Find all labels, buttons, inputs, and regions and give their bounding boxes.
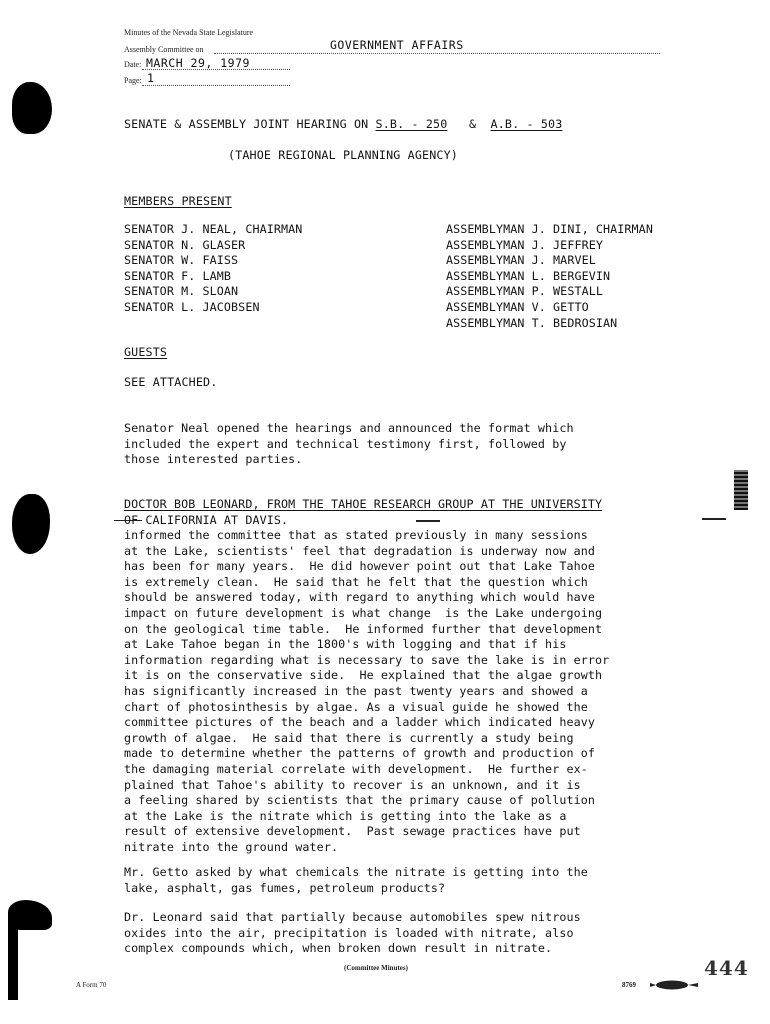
senator-list xyxy=(124,222,302,316)
heading-strike-right xyxy=(702,518,726,520)
hearing-title xyxy=(124,117,562,131)
leonard-answer xyxy=(124,910,581,957)
guests-text: SEE ATTACHED. xyxy=(124,375,218,389)
leonard-body xyxy=(124,528,609,855)
body-line: result of extensive development. Past sewage practices have put xyxy=(124,824,581,839)
body-line: has been for many years. He did however point out that Lake Tahoe xyxy=(124,559,596,574)
paragraph-line: those interested parties. xyxy=(124,452,303,467)
assemblyman-item: ASSEMBLYMAN J. JEFFREY xyxy=(446,237,604,252)
senator-item: SENATOR F. LAMB xyxy=(124,268,232,283)
body-line: has significantly increased in the past twenty years and showed a xyxy=(124,683,588,698)
senator-item: SENATOR J. NEAL, CHAIRMAN xyxy=(124,222,303,236)
hearing-subtitle: (TAHOE REGIONAL PLANNING AGENCY) xyxy=(228,148,458,162)
body-line: a feeling shared by scientists that the primary cause of pollution xyxy=(124,793,596,808)
bill-amp: & xyxy=(468,117,477,131)
body-line: it is on the conservative side. He explained that the algae growth xyxy=(124,668,603,683)
minutes-line: Minutes of the Nevada State Legislature xyxy=(124,28,254,37)
body-line: is extremely clean. He said that he felt that the question which xyxy=(124,574,588,589)
assemblyman-item: ASSEMBLYMAN L. BERGEVIN xyxy=(446,268,611,283)
heading-line: DOCTOR BOB LEONARD, FROM THE TAHOE RESEARCH GROUP AT THE UNIVERSITY xyxy=(124,497,603,511)
leonard-heading xyxy=(124,497,602,528)
footer-code: 8769 xyxy=(622,981,636,989)
bill-sb: S.B. - 250 xyxy=(375,117,448,131)
guests-heading: GUESTS xyxy=(124,345,168,359)
answer-line: complex compounds which, when broken down result in nitrate. xyxy=(124,941,553,956)
paragraph-line: Senator Neal opened the hearings and announced the format which xyxy=(124,421,574,435)
opening-paragraph xyxy=(124,421,574,468)
bill-separator xyxy=(447,117,469,131)
body-line: at the Lake, scientists' feel that degradation is underway now and xyxy=(124,543,596,558)
members-heading: MEMBERS PRESENT xyxy=(124,194,232,208)
body-line: chart of photosinthesis by algae. As a visual guide he showed the xyxy=(124,699,588,714)
senator-item: SENATOR N. GLASER xyxy=(124,237,246,252)
page-value: 1 xyxy=(147,71,155,85)
body-line: informed the committee that as stated previously in many sessions xyxy=(124,528,588,542)
scan-blot-top xyxy=(12,82,52,134)
body-line: at the Lake is the nitrate which is getting into the lake as a xyxy=(124,808,567,823)
getto-question xyxy=(124,865,588,896)
body-line: at Lake Tahoe began in the 1800's with logging and that if his xyxy=(124,637,567,652)
paragraph-line: included the expert and technical testimony first, followed by xyxy=(124,436,567,451)
scan-blot-bottom-stem xyxy=(8,920,18,1000)
page-number-stamp: 444 xyxy=(704,956,749,980)
assemblyman-item: ASSEMBLYMAN J. DINI, CHAIRMAN xyxy=(446,222,653,236)
bill-ab: A.B. - 503 xyxy=(490,117,563,131)
assemblyman-item: ASSEMBLYMAN T. BEDROSIAN xyxy=(446,315,618,330)
body-line: nitrate into the ground water. xyxy=(124,839,339,854)
body-line: impact on future development is what change is the Lake undergoing xyxy=(124,605,603,620)
bill-separator-2 xyxy=(476,117,490,131)
body-line: made to determine whether the patterns of growth and production of xyxy=(124,746,596,761)
assemblyman-item: ASSEMBLYMAN V. GETTO xyxy=(446,299,589,314)
form-number: A Form 70 xyxy=(76,981,107,989)
scan-blot-middle xyxy=(12,494,50,554)
heading-strike-left xyxy=(114,520,142,521)
date-label: Date: xyxy=(124,60,142,69)
body-line: information regarding what is necessary to save the lake is in error xyxy=(124,652,610,667)
assemblyman-item: ASSEMBLYMAN J. MARVEL xyxy=(446,253,596,268)
date-value: MARCH 29, 1979 xyxy=(146,56,250,70)
answer-line: Dr. Leonard said that partially because automobiles spew nitrous xyxy=(124,910,581,924)
question-line: lake, asphalt, gas fumes, petroleum products? xyxy=(124,880,446,895)
body-line: the damaging material correlate with development. He further ex- xyxy=(124,761,588,776)
assemblyman-list xyxy=(446,222,653,331)
answer-line: oxides into the air, precipitation is loaded with nitrate, also xyxy=(124,925,574,940)
body-line: plained that Tahoe's ability to recover is an unknown, and it is xyxy=(124,777,581,792)
committee-label: Assembly Committee on xyxy=(124,45,204,54)
heading-line: OF CALIFORNIA AT DAVIS. xyxy=(124,512,289,527)
page-label: Page: xyxy=(124,76,142,85)
footer-center: (Committee Minutes) xyxy=(344,964,408,972)
scan-blot-right-marker xyxy=(734,470,748,510)
body-line: growth of algae. He said that there is currently a study being xyxy=(124,730,574,745)
page-rule xyxy=(142,85,290,86)
footer-logo-icon xyxy=(648,978,700,992)
body-line: on the geological time table. He informed further that development xyxy=(124,621,603,636)
committee-value: GOVERNMENT AFFAIRS xyxy=(330,38,464,52)
assemblyman-item: ASSEMBLYMAN P. WESTALL xyxy=(446,284,604,299)
body-line: should be answered today, with regard to anything which would have xyxy=(124,590,596,605)
heading-strike-mid xyxy=(416,520,440,522)
senator-item: SENATOR M. SLOAN xyxy=(124,284,239,299)
senator-item: SENATOR L. JACOBSEN xyxy=(124,299,260,314)
senator-item: SENATOR W. FAISS xyxy=(124,253,239,268)
committee-rule xyxy=(214,53,660,54)
question-line: Mr. Getto asked by what chemicals the nitrate is getting into the xyxy=(124,865,588,879)
hearing-title-prefix: SENATE & ASSEMBLY JOINT HEARING ON xyxy=(124,117,376,131)
body-line: committee pictures of the beach and a ladder which indicated heavy xyxy=(124,715,596,730)
